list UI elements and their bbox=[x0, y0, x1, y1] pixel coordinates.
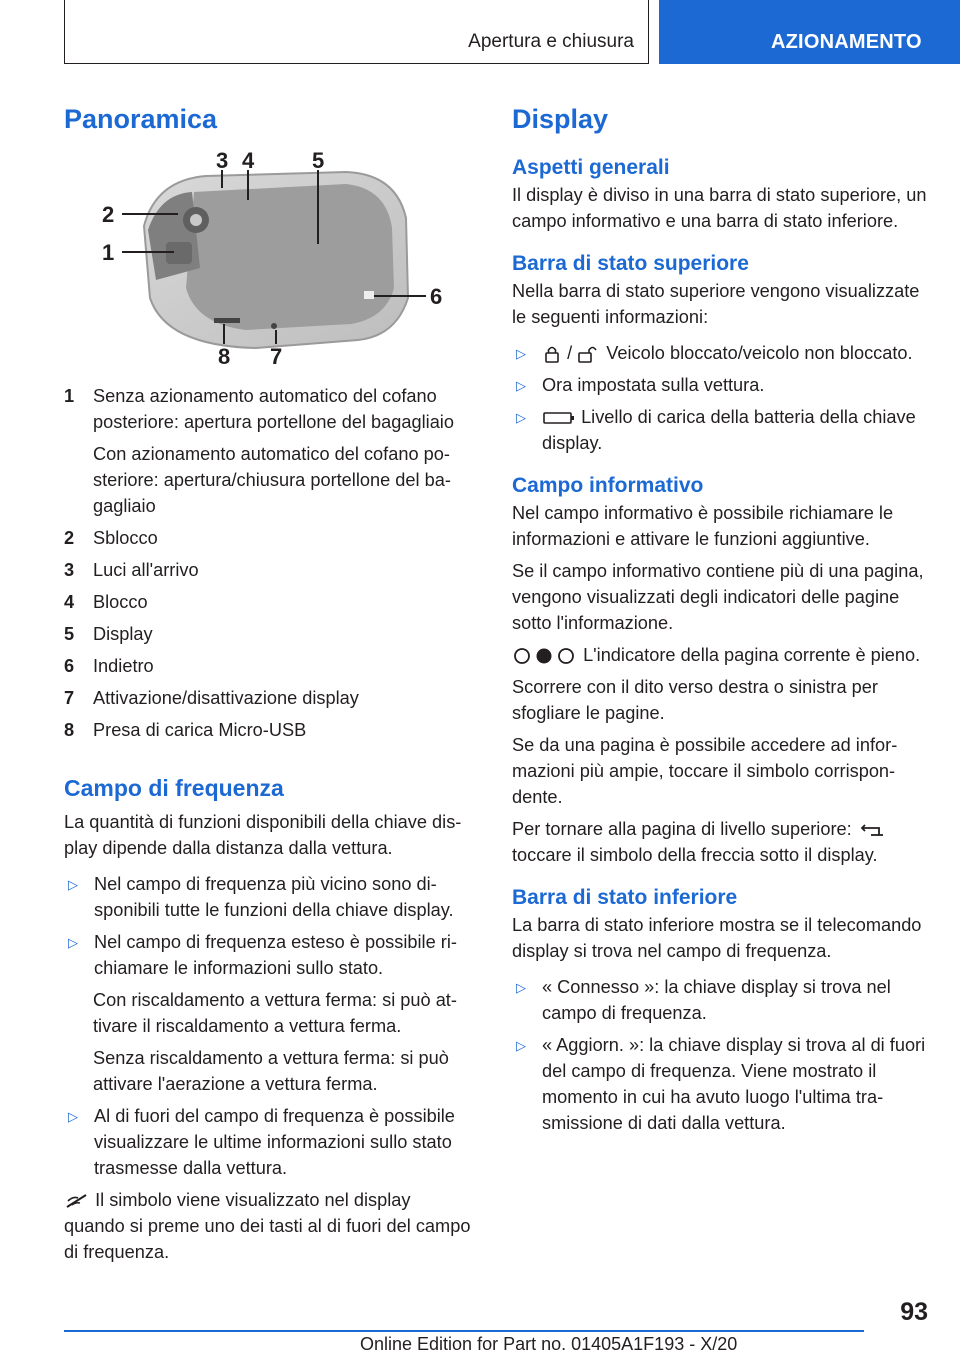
legend-text: Attivazione/disattivazione display bbox=[93, 688, 359, 708]
legend-item-4 bbox=[64, 589, 476, 615]
legend-text: Presa di carica Micro-USB bbox=[93, 720, 307, 740]
edition-text: Online Edition for Part no. 01405A1F193 - X/20 bbox=[360, 1334, 738, 1354]
header-frame bbox=[64, 0, 649, 64]
usb-port-shape bbox=[214, 318, 240, 323]
campo-informativo-p4: Scorrere con il dito verso destra o sinistra per sfogliare le pagine. bbox=[512, 677, 878, 723]
back-symbol-shape bbox=[364, 291, 374, 299]
legend-item-3 bbox=[64, 557, 476, 583]
back-arrow-icon bbox=[857, 820, 887, 840]
key-display-shape bbox=[186, 184, 394, 330]
panoramica-heading: Panoramica bbox=[64, 104, 218, 134]
triangle-bullet-icon: ▷ bbox=[516, 410, 526, 425]
symbol-note-text: Il simbolo viene visualizzato nel display quando si preme uno dei tasti al di fuori del campo di frequenza. bbox=[64, 1190, 471, 1262]
list-item bbox=[512, 404, 932, 456]
bullet-text: Nel campo di frequenza esteso è possibile richiamare le informazioni sullo stato. bbox=[94, 932, 457, 978]
list-item bbox=[512, 974, 932, 1026]
figure-label-5: 5 bbox=[312, 148, 325, 173]
aspetti-text: Il display è diviso in una barra di stato superiore, un campo informativo e una barra di stato inferiore. bbox=[512, 185, 927, 231]
campo-informativo-p2: Se il campo informativo contiene più di una pagina, vengono visualizzati degli indicatori delle pagine sotto l'informazione. bbox=[512, 561, 924, 633]
lock-icon bbox=[542, 344, 562, 364]
campo-informativo-p1: Nel campo informativo è possibile richiamare le informazioni e attivare le funzioni aggiuntive. bbox=[512, 503, 894, 549]
display-key-figure bbox=[96, 148, 456, 368]
legend-text: Blocco bbox=[93, 592, 148, 612]
aspetti-heading: Aspetti generali bbox=[512, 156, 670, 179]
bullet-text: Al di fuori del campo di frequenza è possibile visualizzare le ultime informazioni sullo stato trasmesse dalla vettura. bbox=[94, 1106, 455, 1178]
back-instruction-text-2: toccare il simbolo della freccia sotto il display. bbox=[512, 845, 878, 865]
legend-text: Senza azionamento automatico del cofano posteriore: apertura portellone del bagagliaio bbox=[93, 386, 454, 432]
legend-item-2 bbox=[64, 525, 476, 551]
back-instruction-text: Per tornare alla pagina di livello superiore: bbox=[512, 819, 852, 839]
legend-text: Sblocco bbox=[93, 528, 158, 548]
legend-list bbox=[64, 383, 476, 749]
bullet-text: Ora impostata sulla vettura. bbox=[542, 375, 765, 395]
campo-frequenza-intro: La quantità di funzioni disponibili della chiave display dipende dalla distanza dalla vettura. bbox=[64, 812, 462, 858]
display-heading: Display bbox=[512, 104, 609, 134]
bullet-text: Veicolo bloccato/veicolo non bloccato. bbox=[606, 343, 913, 363]
bullet-text: Nel campo di frequenza più vicino sono disponibili tutte le funzioni della chiave display. bbox=[94, 874, 454, 920]
legend-item-1 bbox=[64, 383, 476, 435]
section-title: Apertura e chiusura bbox=[468, 31, 634, 52]
triangle-bullet-icon: ▷ bbox=[68, 935, 78, 950]
barra-inferiore-heading: Barra di stato inferiore bbox=[512, 886, 738, 909]
campo-frequenza-heading: Campo di frequenza bbox=[64, 775, 284, 801]
triangle-bullet-icon: ▷ bbox=[516, 378, 526, 393]
figure-label-1: 1 bbox=[102, 240, 115, 265]
legend-subtext: Con azionamento automatico del cofano posteriore: apertura/chiusura portellone del bagagliaio bbox=[93, 444, 451, 516]
bullet-text: « Connesso »: la chiave display si trova nel campo di frequenza. bbox=[542, 977, 891, 1023]
footer-divider bbox=[64, 1330, 864, 1332]
triangle-bullet-icon: ▷ bbox=[516, 980, 526, 995]
page-indicator-icon bbox=[512, 646, 578, 666]
symbol-note bbox=[64, 1187, 476, 1265]
lock-slash: / bbox=[567, 343, 573, 363]
legend-number: 4 bbox=[64, 592, 75, 612]
right-column bbox=[512, 102, 932, 1142]
figure-label-4: 4 bbox=[242, 148, 255, 173]
figure-label-2: 2 bbox=[102, 202, 115, 227]
left-column bbox=[64, 102, 476, 136]
triangle-bullet-icon: ▷ bbox=[516, 346, 526, 361]
legend-number: 8 bbox=[64, 720, 75, 740]
list-item bbox=[64, 871, 476, 923]
legend-text: Indietro bbox=[93, 656, 154, 676]
legend-item-5 bbox=[64, 621, 476, 647]
campo-frequenza-section bbox=[64, 773, 476, 1265]
chapter-tab bbox=[659, 0, 960, 64]
figure-label-7: 7 bbox=[270, 344, 283, 368]
list-item bbox=[512, 372, 932, 398]
figure-label-3: 3 bbox=[216, 148, 229, 173]
triangle-bullet-icon: ▷ bbox=[68, 1109, 78, 1124]
bullet-subtext: Senza riscaldamento a vettura ferma: si può attivare l'aerazione a vettura ferma. bbox=[93, 1048, 449, 1094]
legend-number: 5 bbox=[64, 624, 75, 644]
bullet-text: « Aggiorn. »: la chiave display si trova al di fuori del campo di frequenza. Viene mostrato il momento in cui ha avuto luogo l'ultima trasmissione di dati dalla vettura. bbox=[542, 1035, 926, 1133]
legend-text: Display bbox=[93, 624, 153, 644]
legend-text: Luci all'arrivo bbox=[93, 560, 199, 580]
barra-superiore-heading: Barra di stato superiore bbox=[512, 252, 749, 275]
power-button-shape bbox=[271, 323, 277, 329]
legend-number: 2 bbox=[64, 528, 75, 548]
battery-icon bbox=[542, 410, 576, 426]
page-number: 93 bbox=[900, 1298, 928, 1326]
campo-informativo-heading: Campo informativo bbox=[512, 474, 704, 497]
legend-number: 1 bbox=[64, 386, 75, 406]
bullet-text: Livello di carica della batteria della chiave display. bbox=[542, 407, 916, 453]
legend-item-8 bbox=[64, 717, 476, 743]
campo-informativo-p6 bbox=[512, 816, 932, 868]
campo-informativo-p5: Se da una pagina è possibile accedere ad informazioni più ampie, toccare il simbolo corrispondente. bbox=[512, 735, 898, 807]
out-of-range-icon bbox=[64, 1192, 90, 1210]
unlock-icon bbox=[577, 344, 601, 364]
unlock-button-center bbox=[190, 214, 202, 226]
barra-inferiore-text: La barra di stato inferiore mostra se il telecomando display si trova nel campo di frequenza. bbox=[512, 915, 922, 961]
indicator-text: L'indicatore della pagina corrente è pieno. bbox=[583, 645, 921, 665]
legend-item-7 bbox=[64, 685, 476, 711]
list-item bbox=[512, 1032, 932, 1136]
chapter-title: AZIONAMENTO bbox=[771, 31, 922, 53]
figure-label-6: 6 bbox=[430, 284, 443, 309]
triangle-bullet-icon: ▷ bbox=[68, 877, 78, 892]
campo-informativo-p3 bbox=[512, 642, 932, 668]
triangle-bullet-icon: ▷ bbox=[516, 1038, 526, 1053]
list-item bbox=[64, 1103, 476, 1181]
list-item bbox=[64, 929, 476, 981]
list-item bbox=[512, 340, 932, 366]
legend-number: 6 bbox=[64, 656, 75, 676]
legend-number: 7 bbox=[64, 688, 75, 708]
legend-item-6 bbox=[64, 653, 476, 679]
legend-number: 3 bbox=[64, 560, 75, 580]
bullet-subtext: Con riscaldamento a vettura ferma: si può attivare il riscaldamento a vettura ferma. bbox=[93, 990, 457, 1036]
figure-label-8: 8 bbox=[218, 344, 231, 368]
barra-superiore-text: Nella barra di stato superiore vengono visualizzate le seguenti informazioni: bbox=[512, 281, 920, 327]
